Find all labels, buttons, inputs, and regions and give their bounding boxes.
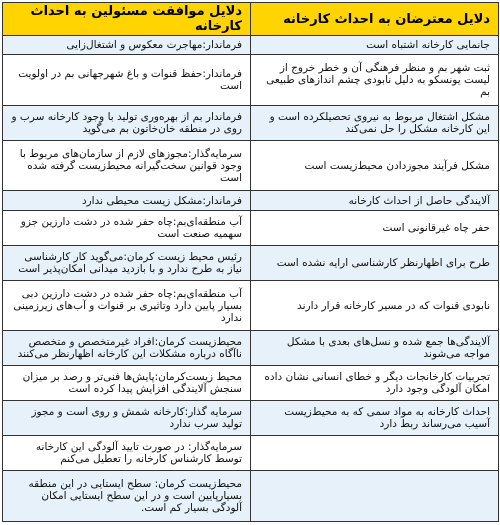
opponent-reason-cell: نابودی قنوات که در مسیر کارخانه قرار دارند (251, 280, 499, 331)
comparison-table (2, 2, 499, 522)
table-row (3, 105, 499, 140)
opponent-reason-cell: جانمایی کارخانه اشتباه است (251, 36, 499, 55)
table-body (3, 36, 499, 522)
table-row (3, 331, 499, 366)
opponent-reason-cell: تجربیات کارخانجات دیگر و خطای انسانی نشان داده امکان آلودگی وجود دارد (251, 366, 499, 401)
table-row (3, 245, 499, 280)
table-row (3, 140, 499, 191)
table-row (3, 436, 499, 471)
table-row (3, 36, 499, 55)
official-reason-cell: محیط‌زیست کرمان: سطح ایستایی در این منطقه بسیارپایین است و در این سطح ایستایی امکان آلودگی بسیار کم است. (3, 471, 251, 522)
opponent-reason-cell: احداث کارخانه به مواد سمی که به محیط‌زیست آسیب می‌رساند ربط دارد (251, 401, 499, 436)
table-row (3, 401, 499, 436)
official-reason-cell: فرماندار:مهاجرت معکوس و اشتغال‌زایی (3, 36, 251, 55)
table-row (3, 366, 499, 401)
official-reason-cell: آب منطقه‌ای‌بم:چاه حفر شده در دشت دارزین دبی بسیار پایین دارد وتاثیری بر قنوات و آب‌های زیرزمینی ندارد (3, 280, 251, 331)
official-reason-cell: سرمایه گذار:کارخانه شمش و روی است و مجوز تولید سرب ندارد (3, 401, 251, 436)
opponent-reason-cell (251, 436, 499, 471)
header-officials-reasons: دلایل موافقت مسئولین به احداث کارخانه (3, 3, 251, 36)
official-reason-cell: سرمایه‌گذار: در صورت تایید آلودگی این کارخانه توسط کارشناس کارخانه را تعطیل می‌کنم (3, 436, 251, 471)
opponent-reason-cell: ثبت شهر بم و منظر فرهنگی آن و خطر خروج از لیست یونسکو به دلیل نابودی چشم اندازهای طبیعی بم (251, 55, 499, 106)
table-row (3, 280, 499, 331)
table-header-row (3, 3, 499, 36)
table-row (3, 471, 499, 522)
official-reason-cell: محیط‌زیست کرمان:افراد غیرمتخصص و متخصص ناآگاه درباره مشکلات این کارخانه اظهارنظر می‌کنند (3, 331, 251, 366)
opponent-reason-cell: آلایندگی حاصل از احداث کارخانه (251, 191, 499, 210)
table-row (3, 210, 499, 245)
official-reason-cell: سرمایه‌گذار:مجوزهای لازم از سازمان‌های مربوط با وجود قوانین سخت‌گیرانه محیط‌زیست گرفته شده است (3, 140, 251, 191)
header-opponents-reasons: دلایل معترضان به احداث کارخانه (251, 3, 499, 36)
opponent-reason-cell: آلایندگی‌ها جمع شده و نسل‌های بعدی با مشکل مواجه می‌شوند (251, 331, 499, 366)
opponent-reason-cell: مشکل اشتغال مربوط به نیروی تحصیلکرده است و این کارخانه مشکل را حل نمی‌کند (251, 105, 499, 140)
official-reason-cell: رئیس محیط زیست کرمان:می‌گوید کار کارشناسی نیاز به طرح ندارد و با بازدید میدانی امکان‌پذیر است (3, 245, 251, 280)
table-row (3, 191, 499, 210)
official-reason-cell: آب منطقه‌ای‌بم:چاه حفر شده در دشت دارزین جزو سهمیه صنعت است (3, 210, 251, 245)
official-reason-cell: فرماندار:مشکل زیست محیطی ندارد (3, 191, 251, 210)
opponent-reason-cell: حفر چاه غیرقانونی است (251, 210, 499, 245)
official-reason-cell: فرماندار بم از بهره‌وری تولید با وجود کارخانه سرب و روی در منطقه خان‌خاتون بم می‌گوید (3, 105, 251, 140)
opponent-reason-cell (251, 471, 499, 522)
official-reason-cell: فرماندار:حفظ قنوات و باغ شهرجهانی بم در اولویت است (3, 55, 251, 106)
opponent-reason-cell: طرح برای اظهارنظر کارشناسی ارایه نشده است (251, 245, 499, 280)
official-reason-cell: محیط زیست‌کرمان:پایش‌ها فنی‌تر و رصد بر میزان سنجش آلایندگی افزایش پیدا کرده است (3, 366, 251, 401)
table-row (3, 55, 499, 106)
opponent-reason-cell: مشکل فرآیند مجوزدادن محیط‌زیست است (251, 140, 499, 191)
